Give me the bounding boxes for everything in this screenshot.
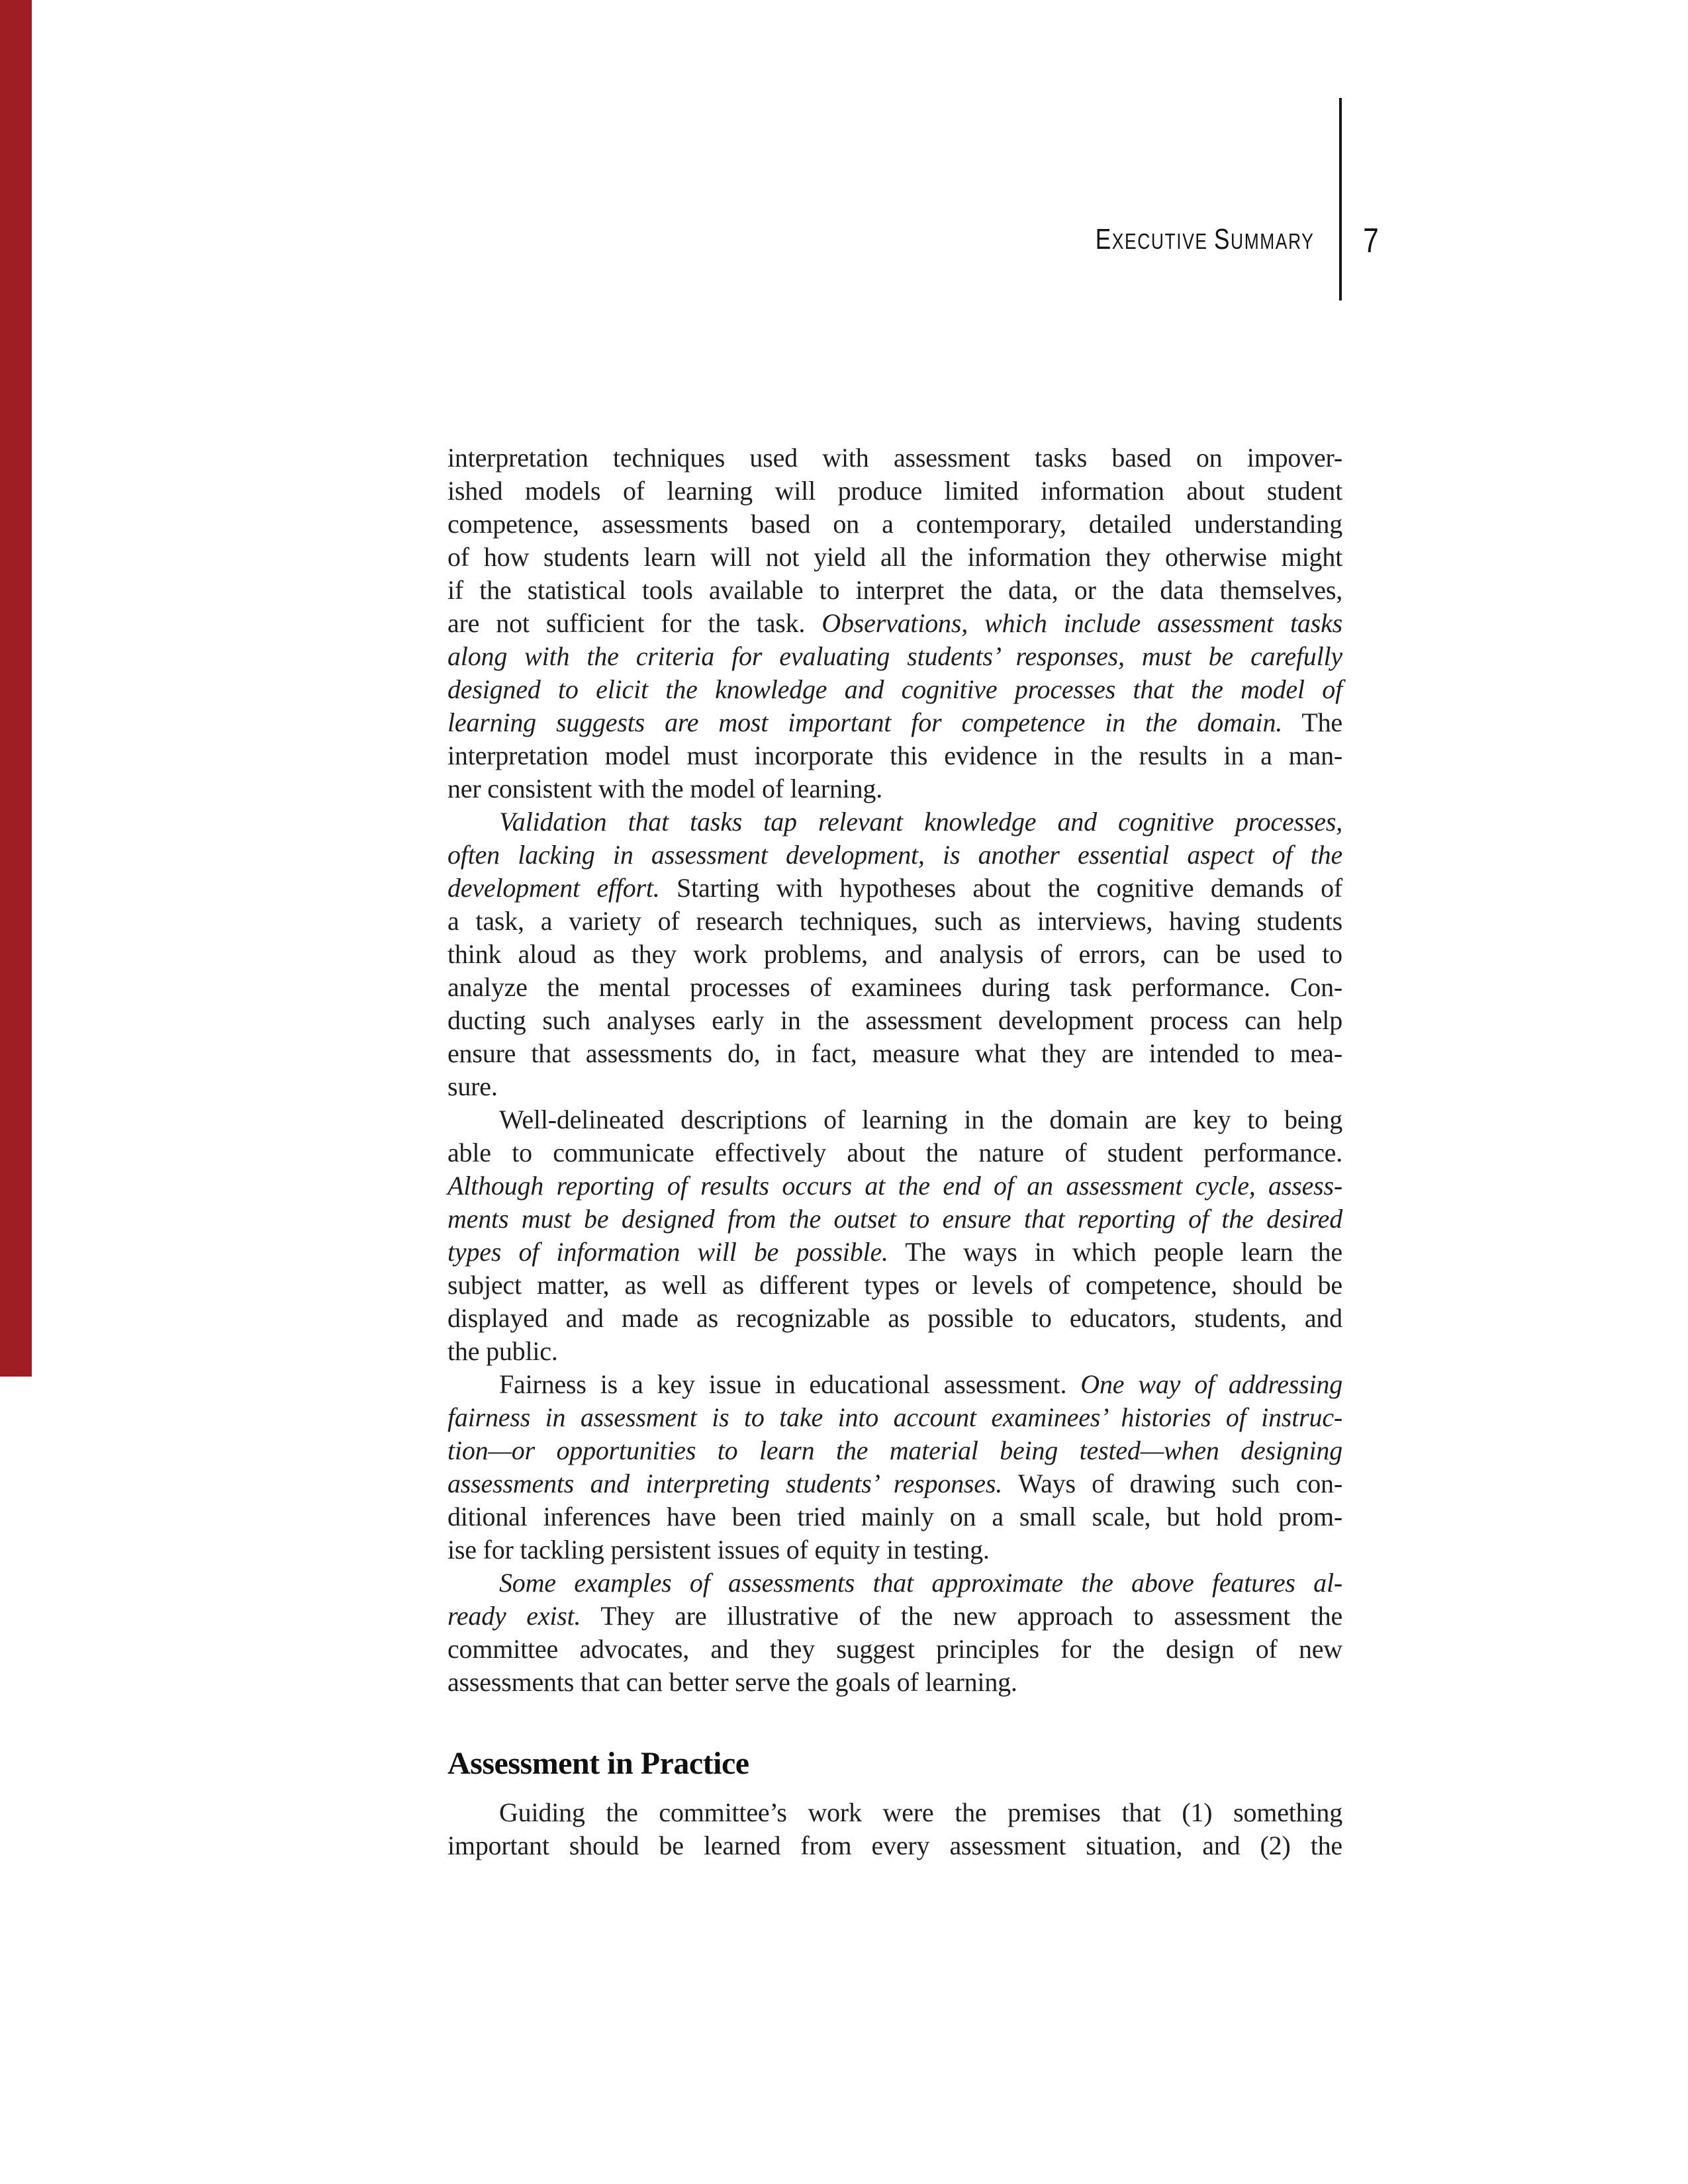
body-line: types of information will be possible. The ways in which people learn the xyxy=(447,1237,1342,1267)
body-line: Fairness is a key issue in educational assessment. One way of addressing xyxy=(499,1369,1343,1399)
body-line: ready exist. They are illustrative of the new approach to assessment the xyxy=(447,1601,1342,1631)
body-line: competence, assessments based on a contemporary, detailed understanding xyxy=(447,509,1342,539)
body-line: ensure that assessments do, in fact, measure what they are intended to mea- xyxy=(447,1038,1342,1068)
body-line: Well-delineated descriptions of learning in the domain are key to being xyxy=(499,1105,1342,1134)
header-rule xyxy=(1339,98,1342,300)
page-number: 7 xyxy=(1363,222,1379,260)
left-accent-bar xyxy=(0,0,32,1377)
body-line: assessments that can better serve the goals of learning. xyxy=(447,1667,1017,1697)
body-line: Although reporting of results occurs at the end of an assessment cycle, assess- xyxy=(447,1171,1342,1201)
body-line: are not sufficient for the task. Observations, which include assessment tasks xyxy=(447,608,1342,638)
running-header xyxy=(662,225,1314,254)
body-line: Guiding the committee’s work were the premises that (1) something xyxy=(499,1797,1342,1827)
body-line: if the statistical tools available to interpret the data, or the data themselves, xyxy=(447,575,1342,605)
body-line: analyze the mental processes of examinees during task performance. Con- xyxy=(447,972,1342,1002)
body-line: interpretation techniques used with assessment tasks based on impover- xyxy=(447,443,1342,473)
running-header-title: EXECUTIVE SUMMARY xyxy=(1095,223,1314,255)
body-line: fairness in assessment is to take into account examinees’ histories of instruc- xyxy=(447,1402,1342,1432)
body-line: often lacking in assessment development, is another essential aspect of the xyxy=(447,840,1342,870)
body-line: assessments and interpreting students’ responses. Ways of drawing such con- xyxy=(447,1469,1342,1498)
body-text xyxy=(447,441,1342,1699)
body-line: important should be learned from every assessment situation, and (2) the xyxy=(447,1831,1342,1860)
body-line: displayed and made as recognizable as possible to educators, students, and xyxy=(447,1303,1342,1333)
body-line: subject matter, as well as different types or levels of competence, should be xyxy=(447,1270,1342,1300)
body-line: ditional inferences have been tried mainly on a small scale, but hold prom- xyxy=(447,1502,1342,1531)
body-line: of how students learn will not yield all the information they otherwise might xyxy=(447,542,1342,572)
body-line: a task, a variety of research techniques, such as interviews, having students xyxy=(447,906,1342,936)
body-line: think aloud as they work problems, and analysis of errors, can be used to xyxy=(447,939,1342,969)
body-line: Validation that tasks tap relevant knowledge and cognitive processes, xyxy=(499,807,1342,837)
body-line: ducting such analyses early in the assessment development process can help xyxy=(447,1005,1342,1035)
body-line: tion—or opportunities to learn the material being tested—when designing xyxy=(447,1435,1342,1465)
body-line: ise for tackling persistent issues of equity in testing. xyxy=(447,1535,990,1565)
body-line: able to communicate effectively about the nature of student performance. xyxy=(447,1138,1342,1167)
body-line: development effort. Starting with hypotheses about the cognitive demands of xyxy=(447,873,1342,903)
body-line: learning suggests are most important for competence in the domain. The xyxy=(447,707,1342,737)
body-line: committee advocates, and they suggest principles for the design of new xyxy=(447,1634,1342,1664)
section-heading: Assessment in Practice xyxy=(447,1746,749,1781)
body-line: ner consistent with the model of learning. xyxy=(447,774,882,803)
closing-paragraph xyxy=(447,1796,1342,1862)
body-line: ished models of learning will produce limited information about student xyxy=(447,476,1342,506)
body-line: interpretation model must incorporate this evidence in the results in a man- xyxy=(447,741,1342,770)
body-line: ments must be designed from the outset to ensure that reporting of the desired xyxy=(447,1204,1342,1234)
body-line: sure. xyxy=(447,1071,498,1101)
body-line: Some examples of assessments that approximate the above features al- xyxy=(499,1568,1342,1598)
body-line: designed to elicit the knowledge and cognitive processes that the model of xyxy=(447,674,1342,704)
body-line: along with the criteria for evaluating students’ responses, must be carefully xyxy=(447,641,1342,671)
body-line: the public. xyxy=(447,1336,558,1366)
